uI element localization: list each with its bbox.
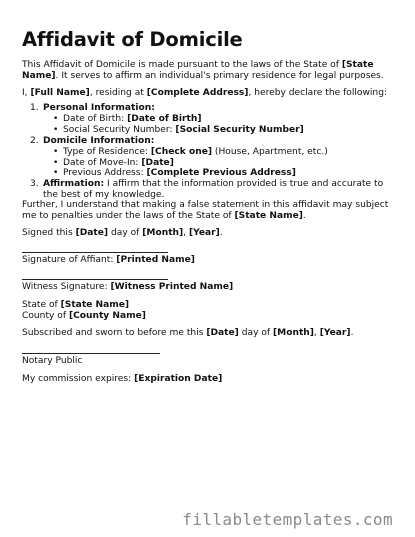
- sworn-text: .: [350, 328, 354, 338]
- personal-info-heading: Personal Information:: [43, 103, 155, 113]
- list-item-residence-type: [53, 147, 400, 158]
- commission-label: My commission expires:: [22, 374, 135, 384]
- sub-hint: (House, Apartment, etc.): [212, 146, 328, 157]
- declaration-text: I,: [22, 88, 31, 98]
- list-item-date-of-birth: [53, 114, 400, 125]
- commission-line: [22, 374, 397, 385]
- ssn-field: [Social Security Number]: [175, 124, 304, 135]
- sworn-text: ,: [313, 328, 320, 338]
- sworn-year-field: [Year]: [319, 328, 351, 338]
- sub-label: Date of Birth:: [63, 113, 128, 124]
- county-label: County of: [22, 311, 69, 321]
- document-title: Affidavit of Domicile: [22, 28, 243, 51]
- list-item-move-in: [53, 158, 400, 169]
- sworn-line: [22, 328, 397, 339]
- penalty-state-field: [State Name]: [234, 211, 303, 221]
- sworn-text: Subscribed and sworn to before me this: [22, 328, 207, 338]
- witness-signature-line[interactable]: [22, 279, 168, 280]
- declaration-text-mid: , residing at: [89, 88, 147, 98]
- intro-text: This Affidavit of Domicile is made pursuant to the laws of the State of: [22, 60, 342, 70]
- state-venue: [22, 300, 397, 311]
- signed-year-field: [Year]: [188, 228, 220, 238]
- list-item-personal: [30, 103, 400, 136]
- sworn-date-field: [Date]: [206, 328, 239, 338]
- full-name-field: [Full Name]: [30, 88, 90, 98]
- affirmation-heading: Affirmation:: [43, 179, 105, 190]
- notary-public-label: Notary Public: [22, 356, 83, 366]
- sub-label: Social Security Number:: [63, 124, 176, 135]
- penalty-paragraph: [22, 200, 397, 222]
- sworn-text: day of: [238, 328, 274, 338]
- site-watermark: fillabletemplates.com: [182, 510, 393, 529]
- sub-label: Date of Move-In:: [63, 157, 142, 168]
- domicile-info-heading: Domicile Information:: [43, 135, 155, 146]
- signed-text: .: [219, 228, 223, 238]
- domicile-info-sublist: [43, 147, 400, 180]
- complete-address-field: [Complete Address]: [146, 88, 249, 98]
- sworn-month-field: [Month]: [273, 328, 314, 338]
- sub-label: Type of Residence:: [63, 146, 151, 157]
- intro-text-end: . It serves to affirm an individual's primary residence for legal purposes.: [55, 71, 384, 81]
- intro-paragraph: [22, 60, 397, 82]
- signed-month-field: [Month]: [142, 228, 184, 238]
- list-item-domicile: [30, 136, 400, 180]
- venue-state-field: [State Name]: [60, 300, 130, 310]
- signed-text: Signed this: [22, 228, 76, 238]
- affiant-signature-line[interactable]: [22, 252, 168, 253]
- witness-label: Witness Signature:: [22, 282, 111, 292]
- declaration-paragraph: [22, 88, 397, 99]
- notary-signature-line[interactable]: [22, 353, 160, 354]
- witness-signature-caption: [22, 282, 397, 293]
- printed-name-field: [Printed Name]: [116, 255, 195, 265]
- expiration-date-field: [Expiration Date]: [134, 374, 223, 384]
- penalty-text-end: .: [302, 211, 306, 221]
- witness-printed-name-field: [Witness Printed Name]: [110, 282, 234, 292]
- sub-label: Previous Address:: [63, 168, 147, 179]
- affiant-signature-caption: [22, 255, 397, 266]
- affiant-label: Signature of Affiant:: [22, 255, 117, 265]
- state-label: State of: [22, 300, 61, 310]
- declaration-text-end: , hereby declare the following:: [248, 88, 388, 98]
- list-number: 1.: [30, 103, 39, 113]
- signed-text: day of: [108, 228, 143, 238]
- signed-line: [22, 228, 397, 239]
- residence-type-field: [Check one]: [150, 146, 213, 157]
- list-item-affirmation: [30, 179, 400, 201]
- list-number: 2.: [30, 135, 39, 146]
- county-name-field: [County Name]: [68, 311, 146, 321]
- penalty-text: Further, I understand that making a false statement in this affidavit may subject me to penalties under the laws of the State of: [22, 200, 389, 221]
- move-in-date-field: [Date]: [141, 157, 174, 168]
- list-item-previous-address: [53, 168, 400, 179]
- list-number: 3.: [30, 179, 39, 190]
- date-of-birth-field: [Date of Birth]: [127, 113, 202, 124]
- state-name-field: [State Name]: [22, 60, 374, 81]
- declaration-list: [30, 103, 400, 201]
- signed-text: ,: [183, 228, 189, 238]
- county-venue: [22, 311, 397, 322]
- list-item-ssn: [53, 125, 400, 136]
- affirmation-text: I affirm that the information provided is true and accurate to the best of my knowledge.: [43, 179, 384, 201]
- previous-address-field: [Complete Previous Address]: [146, 168, 296, 179]
- personal-info-sublist: [43, 114, 400, 136]
- signed-date-field: [Date]: [75, 228, 109, 238]
